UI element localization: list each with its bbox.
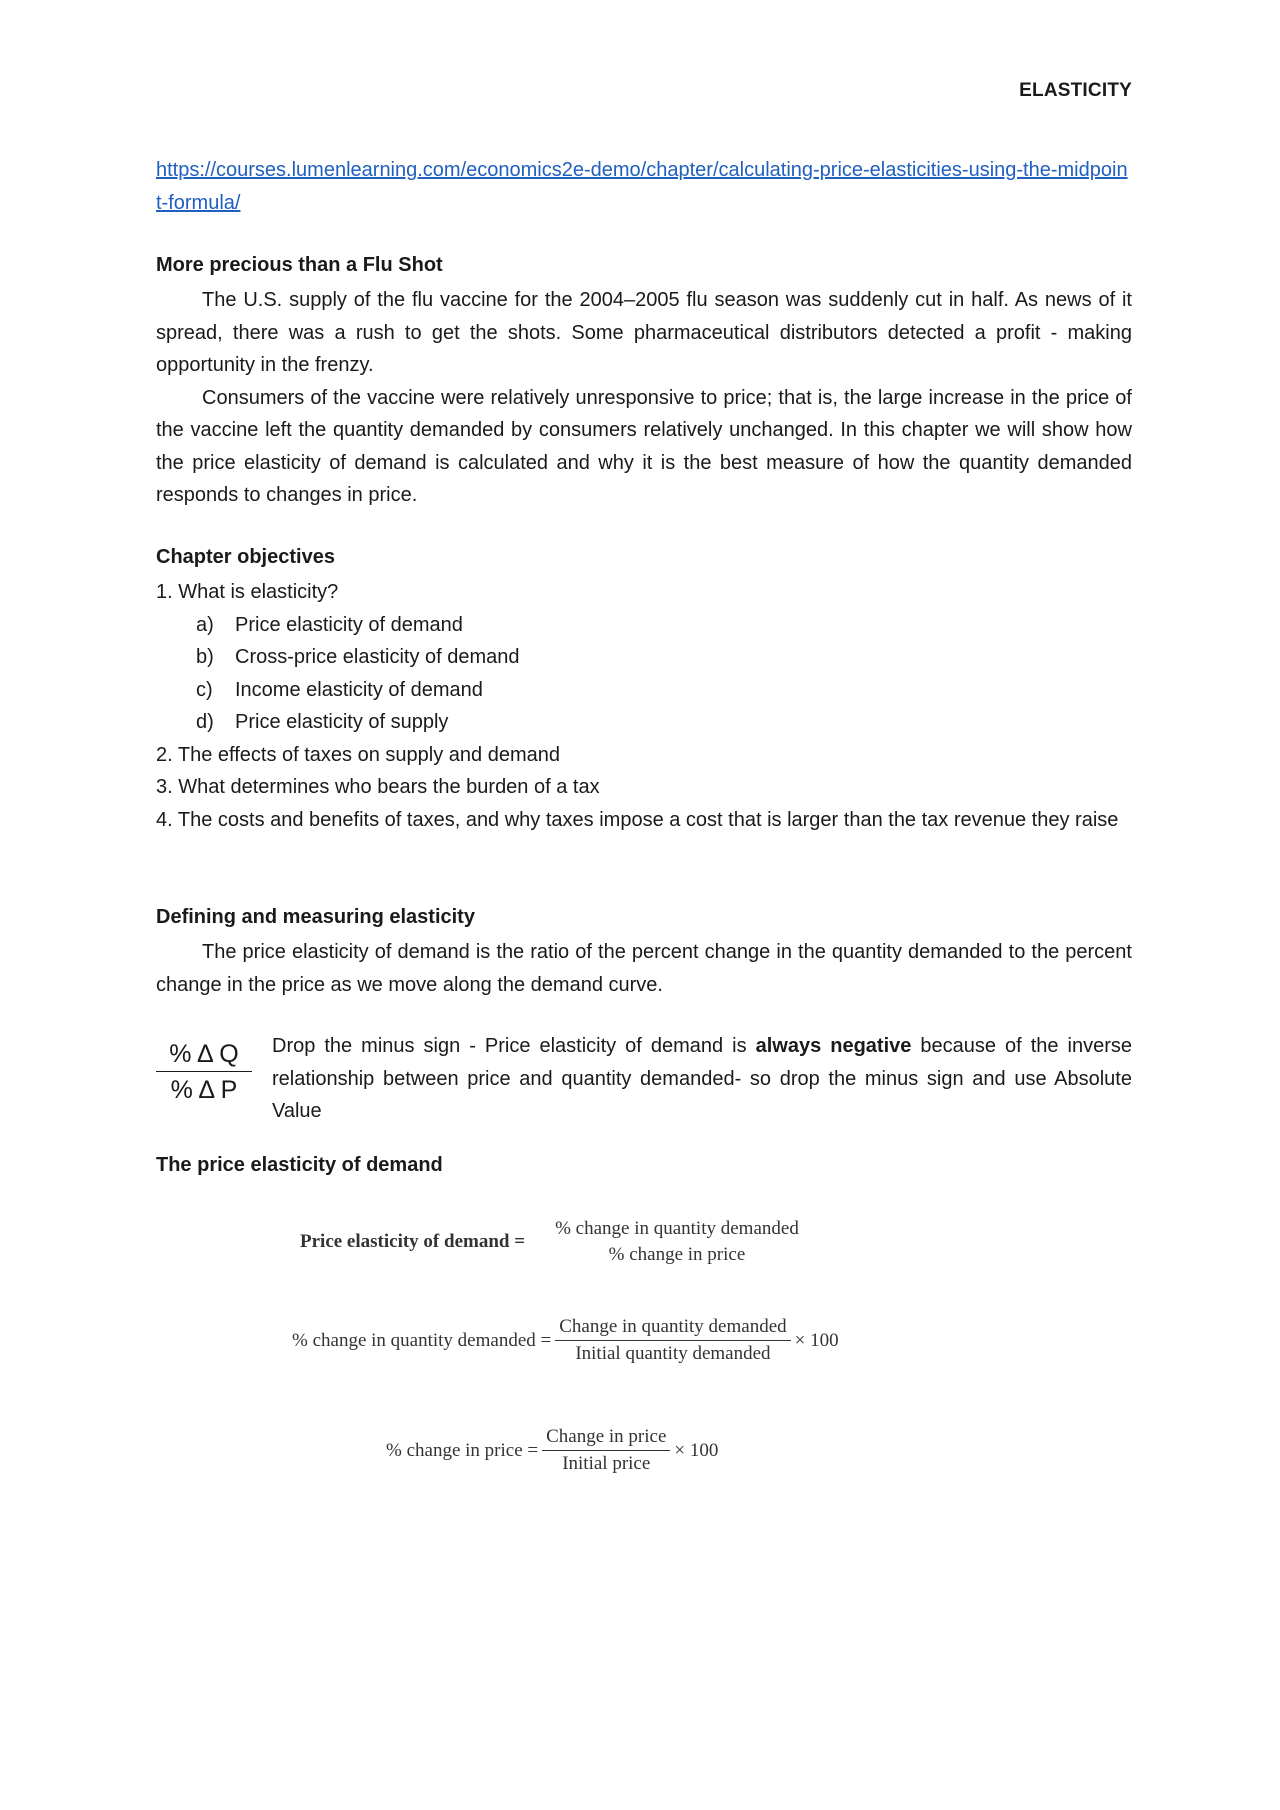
objective-subitem-c: c) Income elasticity of demand — [196, 678, 483, 701]
formula-1-numerator: % change in quantity demanded — [555, 1218, 799, 1239]
objectives-list — [156, 576, 1132, 836]
emphasis-always-negative: always negative — [755, 1035, 912, 1057]
formula-2-label: % change in quantity demanded = — [292, 1329, 552, 1351]
section-heading-defining: Defining and measuring elasticity — [156, 906, 475, 928]
objective-subitem-d: d) Price elasticity of supply — [196, 711, 449, 733]
flu-paragraph-1: The U.S. supply of the flu vaccine for the 2004–2005 flu season was suddenly cut in half. As news of it spread, there was a rush to get the shots. Some pharmaceutical distributors detected a profit - making opportunity in the frenzy. — [156, 289, 1132, 376]
minus-sign-note: Drop the minus sign - Price elasticity of demand is always negative because of the inverse relationship between price and quantity demanded- so drop the minus sign and use Absolute Value — [272, 1035, 1133, 1122]
reference-link[interactable]: https://courses.lumenlearning.com/economics2e-demo/chapter/calculating-price-elasticities-using-the-midpoint-formula/ — [156, 159, 1128, 214]
fraction-numerator: % Δ Q — [156, 1040, 252, 1072]
flu-paragraphs — [156, 284, 1132, 512]
formula-3-denominator: Initial price — [562, 1453, 651, 1474]
formula-2-numerator: Change in quantity demanded — [555, 1316, 790, 1341]
objective-item-3: 3. What determines who bears the burden of a tax — [156, 776, 600, 798]
section-heading-ped: The price elasticity of demand — [156, 1154, 443, 1176]
formula-3-numerator: Change in price — [542, 1426, 670, 1451]
elasticity-ratio-fraction — [156, 1040, 252, 1105]
formula-3-multiplier: × 100 — [674, 1439, 719, 1461]
formula-price-elasticity — [300, 1218, 807, 1266]
objective-item-2: 2. The effects of taxes on supply and demand — [156, 743, 560, 766]
section-heading-objectives: Chapter objectives — [156, 546, 335, 568]
flu-paragraph-2: Consumers of the vaccine were relatively unresponsive to price; that is, the large increase in the price of the vaccine left the quantity demanded by consumers relatively unchanged. In this chapter we will show how the price elasticity of demand is calculated and why it is the best measure of how the quantity demanded responds to changes in price. — [156, 386, 1132, 506]
defining-paragraph: The price elasticity of demand is the ratio of the percent change in the quantity demanded to the percent change in the price as we move along the demand curve. — [156, 941, 1132, 996]
page-header-title: ELASTICITY — [1019, 80, 1132, 101]
formula-pct-change-quantity — [292, 1316, 839, 1365]
formula-2-multiplier: × 100 — [794, 1329, 839, 1351]
formula-2-denominator: Initial quantity demanded — [575, 1343, 771, 1364]
formula-pct-change-price — [386, 1426, 718, 1475]
objective-item-4: 4. The costs and benefits of taxes, and why taxes impose a cost that is larger than the tax revenue they raise — [156, 808, 1119, 831]
formula-1-denominator: % change in price — [608, 1244, 746, 1265]
formula-3-label: % change in price = — [386, 1439, 539, 1461]
formula-1-label: Price elasticity of demand = — [300, 1231, 526, 1252]
objective-item-1: 1. What is elasticity? — [156, 581, 339, 603]
objective-subitem-b: b) Cross-price elasticity of demand — [196, 646, 520, 668]
section-heading-flu-shot: More precious than a Flu Shot — [156, 254, 443, 276]
fraction-denominator: % Δ P — [170, 1076, 238, 1104]
objective-subitem-a: a) Price elasticity of demand — [196, 613, 463, 636]
